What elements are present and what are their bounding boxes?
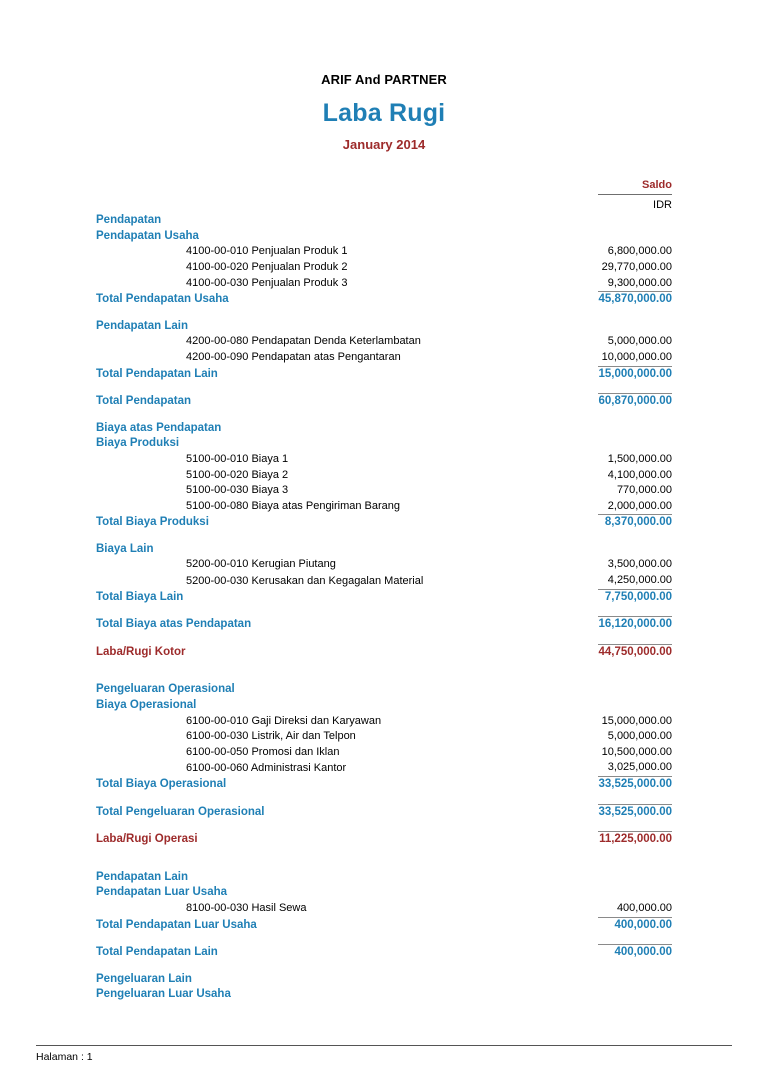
- account-amount: 9,300,000.00: [607, 276, 672, 289]
- spacer-cell: [96, 859, 672, 870]
- amount-spacer-cell: [598, 987, 672, 1003]
- account-amount: 10,000,000.00: [601, 350, 672, 363]
- section-header-level2: [96, 229, 672, 245]
- spacer-cell: [96, 933, 672, 945]
- row-spacer: [96, 633, 672, 645]
- row-amount: 33,525,000.00: [598, 777, 672, 793]
- row-label: Laba/Rugi Kotor: [96, 645, 186, 658]
- account-amount: 400,000.00: [616, 901, 672, 914]
- row-label: Biaya Operasional: [96, 699, 197, 712]
- row-label: Total Pendapatan Luar Usaha: [96, 918, 257, 931]
- table-row: [96, 244, 672, 260]
- row-spacer: [96, 410, 672, 421]
- report-title: Laba Rugi: [322, 99, 446, 127]
- amount-spacer-cell: [598, 421, 672, 437]
- amount-spacer-cell: [598, 972, 672, 988]
- row-label: Total Biaya atas Pendapatan: [96, 618, 252, 631]
- table-row: [96, 468, 672, 484]
- account-amount: 2,000,000.00: [607, 499, 672, 512]
- table-row: [96, 745, 672, 761]
- account-name: Pendapatan Denda Keterlambatan: [248, 335, 421, 348]
- row-label: Biaya Lain: [96, 542, 154, 555]
- spacer-cell: [96, 848, 672, 859]
- account-name-cell: [96, 350, 598, 366]
- row-label: Total Pendapatan Lain: [96, 946, 218, 959]
- income-statement-table: [96, 178, 672, 1003]
- row-label: Pengeluaran Operasional: [96, 683, 235, 696]
- table-row: [96, 901, 672, 917]
- account-name-cell: [96, 499, 598, 515]
- spacer-cell: [96, 531, 672, 542]
- account-name: Biaya atas Pengiriman Barang: [248, 500, 401, 513]
- row-label: Pengeluaran Luar Usaha: [96, 988, 231, 1001]
- subtotal-row: [96, 366, 672, 382]
- account-name-cell: [96, 714, 598, 730]
- section-header-level1: [96, 421, 672, 437]
- account-code: 6100-00-050: [186, 745, 249, 758]
- spacer-cell: [96, 605, 672, 617]
- account-name: Kerugian Piutang: [248, 558, 336, 571]
- section-header-level1: [96, 682, 672, 698]
- row-spacer: [96, 848, 672, 859]
- column-header-saldo: Saldo: [642, 179, 672, 191]
- amount-spacer-cell: [598, 229, 672, 245]
- table-row: [96, 499, 672, 515]
- table-row: [96, 483, 672, 499]
- account-amount: 5,000,000.00: [607, 335, 672, 348]
- account-name-cell: [96, 452, 598, 468]
- row-amount: 11,225,000.00: [598, 832, 672, 848]
- account-code: 4200-00-090: [186, 351, 249, 364]
- row-label: Total Biaya Operasional: [96, 778, 227, 790]
- row-label: Biaya atas Pendapatan: [96, 421, 222, 434]
- row-spacer: [96, 308, 672, 319]
- account-name: Administrasi Kantor: [248, 761, 347, 774]
- amount-spacer-cell: [598, 870, 672, 886]
- profit-row: [96, 644, 672, 660]
- account-amount: 1,500,000.00: [607, 452, 672, 465]
- account-name-cell: [96, 760, 598, 776]
- account-name-cell: [96, 483, 598, 499]
- row-amount: 7,750,000.00: [598, 589, 672, 605]
- row-label: Total Pengeluaran Operasional: [96, 805, 265, 818]
- row-spacer: [96, 660, 672, 671]
- account-code: 6100-00-010: [186, 714, 249, 727]
- account-code: 4100-00-020: [186, 260, 249, 273]
- report-period: January 2014: [342, 137, 426, 152]
- row-spacer: [96, 859, 672, 870]
- spacer-cell: [96, 793, 672, 805]
- account-code: 5200-00-010: [186, 558, 249, 571]
- amount-spacer-cell: [598, 698, 672, 714]
- account-name: Biaya 1: [248, 452, 289, 465]
- spacer-cell: [96, 660, 672, 671]
- table-row: [96, 334, 672, 350]
- spacer-cell: [96, 410, 672, 421]
- table-row: [96, 350, 672, 366]
- total-row: [96, 804, 672, 820]
- row-label: Pendapatan Lain: [96, 870, 189, 883]
- row-spacer: [96, 933, 672, 945]
- row-spacer: [96, 961, 672, 972]
- document-header: [96, 0, 672, 152]
- subtotal-row: [96, 292, 672, 308]
- account-code: 5100-00-030: [186, 484, 249, 497]
- row-spacer: [96, 671, 672, 682]
- page-footer: [36, 1045, 732, 1063]
- spacer-cell: [96, 382, 672, 394]
- row-amount: 400,000.00: [598, 945, 672, 961]
- account-amount: 15,000,000.00: [601, 714, 672, 727]
- account-amount: 29,770,000.00: [601, 260, 672, 273]
- row-spacer: [96, 382, 672, 394]
- total-row: [96, 617, 672, 633]
- amount-spacer-cell: [598, 436, 672, 452]
- currency-label: IDR: [598, 194, 672, 213]
- row-spacer: [96, 820, 672, 832]
- account-name: Penjualan Produk 1: [248, 245, 348, 258]
- spacer-cell: [96, 820, 672, 832]
- table-row: [96, 760, 672, 776]
- spacer-cell: [96, 961, 672, 972]
- amount-spacer-cell: [598, 542, 672, 558]
- section-header-level2: [96, 436, 672, 452]
- subtotal-row: [96, 917, 672, 933]
- row-amount: 33,525,000.00: [598, 804, 672, 820]
- table-row: [96, 276, 672, 292]
- row-label: Biaya Produksi: [96, 437, 180, 450]
- total-row: [96, 394, 672, 410]
- row-spacer: [96, 531, 672, 542]
- amount-spacer-cell: [598, 319, 672, 335]
- account-name-cell: [96, 573, 598, 589]
- account-amount: 4,100,000.00: [607, 468, 672, 481]
- account-name-cell: [96, 260, 598, 276]
- account-name-cell: [96, 468, 598, 484]
- row-amount: 16,120,000.00: [598, 617, 672, 633]
- row-label: Pendapatan Usaha: [96, 229, 199, 242]
- account-name: Listrik, Air dan Telpon: [248, 730, 356, 743]
- table-row: [96, 260, 672, 276]
- section-header-level2: [96, 987, 672, 1003]
- account-name: Penjualan Produk 2: [248, 260, 348, 273]
- column-header-row: [96, 178, 672, 194]
- currency-row: [96, 194, 672, 213]
- row-label: Total Pendapatan Usaha: [96, 293, 229, 306]
- row-label: Pendapatan: [96, 214, 162, 227]
- account-amount: 770,000.00: [616, 484, 672, 497]
- account-amount: 3,025,000.00: [607, 761, 672, 774]
- account-amount: 4,250,000.00: [607, 574, 672, 587]
- account-code: 5100-00-080: [186, 500, 249, 513]
- account-code: 6100-00-030: [186, 730, 249, 743]
- account-name-cell: [96, 901, 598, 917]
- header-spacer-label: [96, 178, 598, 194]
- account-name: Pendapatan atas Pengantaran: [248, 351, 401, 364]
- account-name: Promosi dan Iklan: [248, 745, 340, 758]
- account-amount: 3,500,000.00: [607, 558, 672, 571]
- account-name: Hasil Sewa: [248, 902, 307, 915]
- section-header-level1: [96, 213, 672, 229]
- account-code: 5100-00-020: [186, 468, 249, 481]
- account-code: 5200-00-030: [186, 574, 249, 587]
- profit-row: [96, 832, 672, 848]
- row-spacer: [96, 605, 672, 617]
- subtotal-row: [96, 777, 672, 793]
- table-row: [96, 729, 672, 745]
- account-name: Biaya 3: [248, 484, 289, 497]
- account-code: 8100-00-030: [186, 902, 249, 915]
- spacer-cell: [96, 308, 672, 319]
- table-body: [96, 178, 672, 194]
- company-name: ARIF And PARTNER: [321, 72, 447, 87]
- row-label: Laba/Rugi Operasi: [96, 833, 198, 846]
- section-header-level1: [96, 870, 672, 886]
- row-label: Total Biaya Produksi: [96, 516, 209, 529]
- section-header-level2: [96, 885, 672, 901]
- row-label: Total Pendapatan Lain: [96, 367, 218, 380]
- amount-spacer-cell: [598, 682, 672, 698]
- row-label: Pendapatan Luar Usaha: [96, 886, 228, 899]
- account-name-cell: [96, 745, 598, 761]
- account-code: 6100-00-060: [186, 761, 249, 774]
- row-amount: 8,370,000.00: [598, 515, 672, 531]
- table-row: [96, 557, 672, 573]
- amount-spacer-cell: [598, 885, 672, 901]
- amount-spacer-cell: [598, 213, 672, 229]
- table-row: [96, 452, 672, 468]
- section-header-level1: [96, 972, 672, 988]
- row-amount: 44,750,000.00: [598, 644, 672, 660]
- account-name: Gaji Direksi dan Karyawan: [248, 714, 382, 727]
- account-name: Biaya 2: [248, 468, 289, 481]
- total-row: [96, 945, 672, 961]
- row-label: Total Pendapatan: [96, 395, 191, 408]
- page-number-label: Halaman : 1: [36, 1051, 93, 1063]
- row-amount: 60,870,000.00: [598, 394, 672, 410]
- account-amount: 6,800,000.00: [607, 245, 672, 258]
- table-row: [96, 714, 672, 730]
- table-row: [96, 573, 672, 589]
- currency-spacer-label: [96, 194, 598, 213]
- section-header-level2: [96, 542, 672, 558]
- row-label: Pengeluaran Lain: [96, 972, 192, 985]
- subtotal-row: [96, 515, 672, 531]
- account-name-cell: [96, 276, 598, 292]
- row-amount: 45,870,000.00: [598, 292, 672, 308]
- row-spacer: [96, 793, 672, 805]
- account-name: Kerusakan dan Kegagalan Material: [248, 574, 424, 587]
- account-code: 4200-00-080: [186, 335, 249, 348]
- spacer-cell: [96, 633, 672, 645]
- spacer-cell: [96, 671, 672, 682]
- row-label: Total Biaya Lain: [96, 590, 184, 603]
- section-header-level2: [96, 698, 672, 714]
- account-code: 5100-00-010: [186, 452, 249, 465]
- account-amount: 10,500,000.00: [601, 745, 672, 758]
- subtotal-row: [96, 589, 672, 605]
- account-amount: 5,000,000.00: [607, 730, 672, 743]
- section-header-level2: [96, 319, 672, 335]
- report-rows: [96, 194, 672, 1003]
- account-name-cell: [96, 334, 598, 350]
- row-amount: 400,000.00: [598, 917, 672, 933]
- row-label: Pendapatan Lain: [96, 319, 189, 332]
- account-code: 4100-00-010: [186, 245, 249, 258]
- account-name: Penjualan Produk 3: [248, 277, 348, 290]
- account-name-cell: [96, 557, 598, 573]
- account-name-cell: [96, 729, 598, 745]
- account-code: 4100-00-030: [186, 277, 249, 290]
- row-amount: 15,000,000.00: [598, 366, 672, 382]
- account-name-cell: [96, 244, 598, 260]
